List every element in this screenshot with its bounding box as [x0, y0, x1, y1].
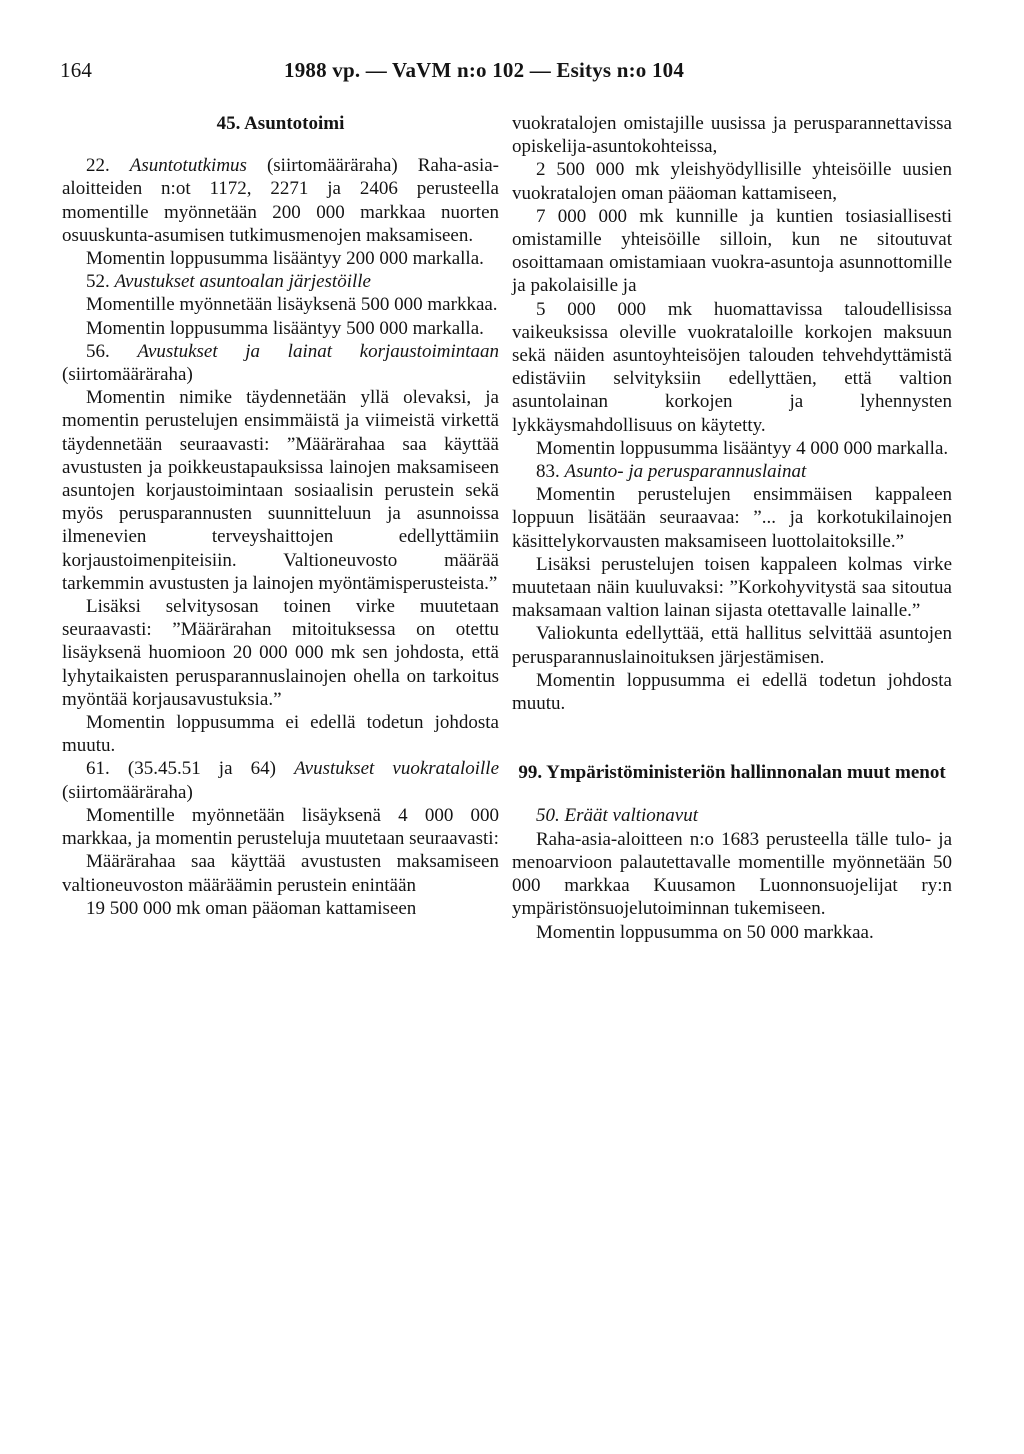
paragraph: Lisäksi selvitysosan toinen virke muutetaan seuraavasti: ”Määrärahan mitoituksessa on otettu lisäyksenä huomioon 20 000 000 mk sen johdosta, että lyhytaikaisten perusparannuslainojen ohella on tarkoitus myöntää korjausavustuksia.”	[62, 596, 499, 710]
paragraph: Määrärahaa saa käyttää avustusten maksamiseen valtioneuvoston määräämin perustein enintään	[62, 851, 499, 896]
running-title: 1988 vp. — VaVM n:o 102 — Esitys n:o 104	[284, 58, 685, 82]
paragraph: Momentille myönnetään lisäyksenä 4 000 000 markkaa, ja momentin perusteluja muutetaan seuraavasti:	[62, 804, 499, 850]
moment-number: 52.	[86, 271, 110, 293]
paragraph: 19 500 000 mk oman pääoman kattamiseen	[86, 897, 417, 919]
left-column	[62, 112, 499, 920]
paragraph: Momentin nimike täydennetään yllä olevaksi, ja momentin perustelujen ensimmäistä ja viimeistä virkettä täydennetään seuraavasti: ”Määrärahaa saa käyttää avustusten ja poikkeustapauksissa lainojen maksamiseen asuntojen korjaustoimintaan sosiaalisin perustein sekä myös perusparannusten suunnitteluun ja asunnoissa ilmenevien terveyshaittojen edellyttämiin korjaustoimenpiteisiin. Valtioneuvosto määrää tarkemmin avustusten ja lainojen myöntämisperusteista.”	[62, 387, 499, 594]
paragraph: 2 500 000 mk yleishyödyllisille yhteisöille uusien vuokratalojen oman pääoman kattamiseen,	[512, 159, 952, 204]
moment-sum: Momentin loppusumma ei edellä todetun johdosta muutu.	[62, 712, 499, 757]
paragraph: Momentin perustelujen ensimmäisen kappaleen loppuun lisätään seuraavaa: ”... ja korkotukilainojen käsittelykorvausten maksamiseen luottolaitoksille.”	[512, 484, 952, 552]
paragraph: 7 000 000 mk kunnille ja kuntien tosiasiallisesti omistamille yhteisöille silloin, kun ne sitoutuvat osoittamaan omistamiaan vuokra-asuntoja asunnottomille ja pakolaisille ja	[512, 205, 952, 297]
moment-number: 22.	[86, 155, 110, 177]
moment-title: Asuntotutkimus	[129, 155, 247, 177]
paragraph: Lisäksi perustelujen toisen kappaleen kolmas virke muutetaan näin kuuluvaksi: ”Korkohyvitystä saa sitoutua maksamaan valtion lainan sijasta otettavalle lainalle.”	[512, 553, 952, 622]
moment-tail: (siirtomääräraha)	[266, 155, 398, 177]
paragraph: Raha-asia-aloitteiden n:ot 1172, 2271 ja 2406 perusteella momentille myönnetään 200 000 markkaa nuorten osuuskunta-asumisen tutkimusmenojen maksamiseen.	[62, 155, 500, 246]
moment-number: 83.	[536, 461, 560, 483]
moment-tail: (siirtomääräraha)	[62, 781, 193, 803]
moment-title: Avustukset ja lainat korjaustoimintaan	[137, 340, 500, 362]
section-title-45: 45. Asuntotoimi	[216, 113, 345, 134]
moment-56-heading	[62, 340, 499, 386]
moment-sum: Momentin loppusumma lisääntyy 500 000 markalla.	[86, 317, 484, 339]
page-number: 164	[60, 58, 93, 82]
moment-61-heading	[62, 757, 499, 803]
moment-number: 61. (35.45.51 ja 64)	[86, 758, 276, 780]
moment-number: 56.	[86, 340, 110, 362]
moment-title: Asunto- ja perusparannuslainat	[564, 461, 807, 483]
moment-subtitle: (siirtomääräraha)	[62, 364, 193, 386]
paragraph: vuokratalojen omistajille uusissa ja perusparannettavissa opiskelija-asuntokohteissa,	[512, 113, 952, 158]
paragraph: Raha-asia-aloitteen n:o 1683 perusteella tälle tulo- ja menoarvioon palautettavalle momentille myönnetään 50 000 markkaa Kuusamon Luonnonsuojelijat ry:n ympäristönsuojelutoiminnan tukemiseen.	[512, 828, 952, 920]
moment-title: Avustukset asuntoalan järjestöille	[114, 271, 371, 293]
moment-title: Avustukset vuokrataloille	[294, 758, 499, 780]
moment-83-heading	[512, 460, 952, 483]
paragraph: Valiokunta edellyttää, että hallitus selvittää asuntojen perusparannuslainoituksen järjestämisen.	[512, 623, 952, 668]
right-column	[512, 112, 952, 944]
paragraph: Momentille myönnetään lisäyksenä 500 000 markkaa.	[86, 294, 498, 316]
moment-sum: Momentin loppusumma on 50 000 markkaa.	[536, 921, 874, 943]
moment-sum: Momentin loppusumma lisääntyy 200 000 markalla.	[86, 248, 484, 270]
moment-sum: Momentin loppusumma lisääntyy 4 000 000 markalla.	[536, 437, 949, 459]
moment-22-heading	[62, 154, 499, 247]
page-header	[60, 58, 964, 88]
moment-sum: Momentin loppusumma ei edellä todetun johdosta muutu.	[512, 669, 952, 715]
moment-50-heading: 50. Eräät valtionavut	[536, 805, 699, 827]
paragraph: 5 000 000 mk huomattavissa taloudellisissa vaikeuksissa oleville vuokrataloille korkojen maksuun sekä näiden asuntoyhteisöjen talouden tehvehdyttämistä edistäviin selvityksiin edellyttäen, että valtion asuntolainan korkojen ja lyhennysten lykkäysmahdollisuus on käytetty.	[512, 298, 952, 436]
moment-52-heading	[62, 270, 499, 293]
section-title-99: 99. Ympäristöministeriön hallinnonalan muut menot	[518, 762, 946, 784]
